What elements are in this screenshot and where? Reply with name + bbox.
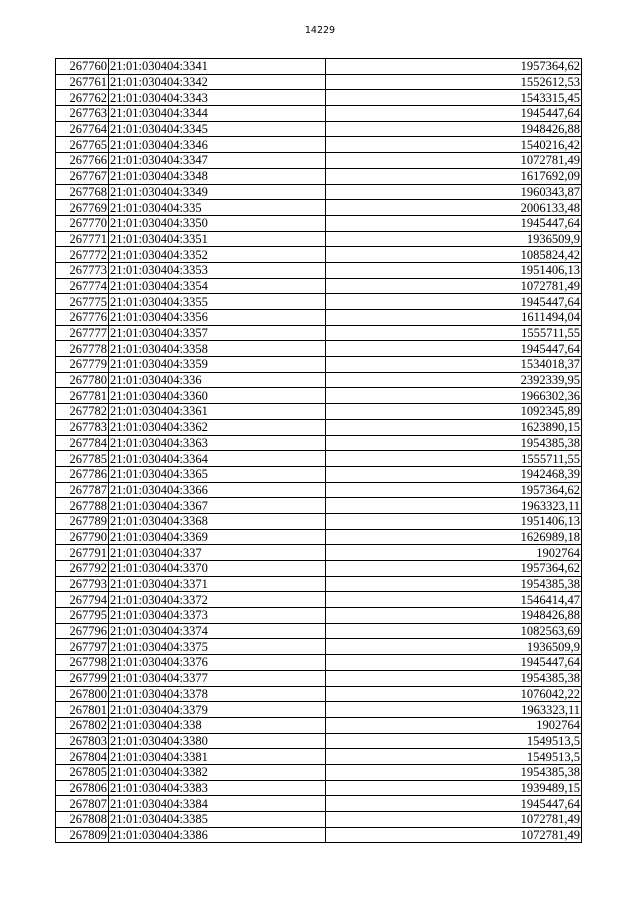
table-row (56, 812, 582, 828)
cadastral-number-cell: 21:01:030404:3355 (109, 294, 326, 310)
value-cell: 1945447,64 (326, 294, 582, 310)
value-cell: 1945447,64 (326, 796, 582, 812)
row-number-cell: 267772 (56, 247, 109, 263)
table-row (56, 404, 582, 420)
row-number-cell: 267809 (56, 827, 109, 843)
cadastral-number-cell: 21:01:030404:3383 (109, 780, 326, 796)
table-row (56, 466, 582, 482)
cadastral-number-cell: 21:01:030404:3367 (109, 498, 326, 514)
row-number-cell: 267805 (56, 764, 109, 780)
cadastral-number-cell: 21:01:030404:3375 (109, 639, 326, 655)
row-number-cell: 267775 (56, 294, 109, 310)
cadastral-number-cell: 21:01:030404:3368 (109, 513, 326, 529)
table-row (56, 310, 582, 326)
table-row (56, 59, 582, 75)
row-number-cell: 267800 (56, 686, 109, 702)
table-body (56, 59, 582, 843)
row-number-cell: 267767 (56, 168, 109, 184)
value-cell: 1939489,15 (326, 780, 582, 796)
value-cell: 1555711,55 (326, 451, 582, 467)
cadastral-number-cell: 21:01:030404:3350 (109, 215, 326, 231)
row-number-cell: 267804 (56, 749, 109, 765)
table-row (56, 608, 582, 624)
value-cell: 1957364,62 (326, 561, 582, 577)
cadastral-number-cell: 21:01:030404:3385 (109, 812, 326, 828)
row-number-cell: 267764 (56, 121, 109, 137)
value-cell: 1945447,64 (326, 215, 582, 231)
value-cell: 1611494,04 (326, 310, 582, 326)
value-cell: 1092345,89 (326, 404, 582, 420)
value-cell: 1957364,62 (326, 482, 582, 498)
value-cell: 1549513,5 (326, 733, 582, 749)
cadastral-number-cell: 21:01:030404:3356 (109, 310, 326, 326)
value-cell: 1954385,38 (326, 435, 582, 451)
cadastral-number-cell: 21:01:030404:3379 (109, 702, 326, 718)
cadastral-number-cell: 21:01:030404:336 (109, 372, 326, 388)
table-row (56, 702, 582, 718)
value-cell: 1543315,45 (326, 90, 582, 106)
row-number-cell: 267787 (56, 482, 109, 498)
cadastral-number-cell: 21:01:030404:3344 (109, 106, 326, 122)
cadastral-number-cell: 21:01:030404:3343 (109, 90, 326, 106)
row-number-cell: 267786 (56, 466, 109, 482)
cadastral-number-cell: 21:01:030404:3341 (109, 59, 326, 75)
cadastral-number-cell: 21:01:030404:3376 (109, 655, 326, 671)
cadastral-number-cell: 21:01:030404:3347 (109, 153, 326, 169)
value-cell: 1902764 (326, 717, 582, 733)
table-row (56, 451, 582, 467)
cadastral-number-cell: 21:01:030404:3364 (109, 451, 326, 467)
value-cell: 1945447,64 (326, 655, 582, 671)
value-cell: 1951406,13 (326, 262, 582, 278)
row-number-cell: 267784 (56, 435, 109, 451)
row-number-cell: 267785 (56, 451, 109, 467)
value-cell: 1954385,38 (326, 670, 582, 686)
row-number-cell: 267792 (56, 561, 109, 577)
cadastral-number-cell: 21:01:030404:3377 (109, 670, 326, 686)
row-number-cell: 267773 (56, 262, 109, 278)
value-cell: 1954385,38 (326, 764, 582, 780)
value-cell: 1552612,53 (326, 74, 582, 90)
row-number-cell: 267763 (56, 106, 109, 122)
value-cell: 1540216,42 (326, 137, 582, 153)
table-row (56, 341, 582, 357)
table-row (56, 576, 582, 592)
cadastral-number-cell: 21:01:030404:3361 (109, 404, 326, 420)
value-cell: 1076042,22 (326, 686, 582, 702)
table-row (56, 200, 582, 216)
cadastral-number-cell: 21:01:030404:3353 (109, 262, 326, 278)
table-row (56, 262, 582, 278)
value-cell: 1085824,42 (326, 247, 582, 263)
cadastral-number-cell: 21:01:030404:3384 (109, 796, 326, 812)
value-cell: 1954385,38 (326, 576, 582, 592)
table-row (56, 655, 582, 671)
value-cell: 1963323,11 (326, 498, 582, 514)
value-cell: 1951406,13 (326, 513, 582, 529)
value-cell: 1960343,87 (326, 184, 582, 200)
table-row (56, 796, 582, 812)
cadastral-number-cell: 21:01:030404:3370 (109, 561, 326, 577)
value-cell: 1626989,18 (326, 529, 582, 545)
value-cell: 1549513,5 (326, 749, 582, 765)
cadastral-number-cell: 21:01:030404:337 (109, 545, 326, 561)
table-row (56, 435, 582, 451)
cadastral-number-cell: 21:01:030404:3357 (109, 325, 326, 341)
table-row (56, 733, 582, 749)
value-cell: 1957364,62 (326, 59, 582, 75)
row-number-cell: 267796 (56, 623, 109, 639)
cadastral-number-cell: 21:01:030404:3381 (109, 749, 326, 765)
cadastral-number-cell: 21:01:030404:3348 (109, 168, 326, 184)
row-number-cell: 267781 (56, 388, 109, 404)
value-cell: 1555711,55 (326, 325, 582, 341)
table-row (56, 670, 582, 686)
table-row (56, 639, 582, 655)
table-row (56, 686, 582, 702)
table-row (56, 561, 582, 577)
row-number-cell: 267794 (56, 592, 109, 608)
row-number-cell: 267798 (56, 655, 109, 671)
cadastral-number-cell: 21:01:030404:3371 (109, 576, 326, 592)
value-cell: 1963323,11 (326, 702, 582, 718)
table-row (56, 780, 582, 796)
table-row (56, 419, 582, 435)
table-row (56, 137, 582, 153)
row-number-cell: 267774 (56, 278, 109, 294)
cadastral-number-cell: 21:01:030404:3380 (109, 733, 326, 749)
value-cell: 1072781,49 (326, 812, 582, 828)
table-row (56, 231, 582, 247)
row-number-cell: 267779 (56, 357, 109, 373)
cadastral-number-cell: 21:01:030404:3382 (109, 764, 326, 780)
row-number-cell: 267790 (56, 529, 109, 545)
table-row (56, 529, 582, 545)
row-number-cell: 267765 (56, 137, 109, 153)
value-cell: 1945447,64 (326, 341, 582, 357)
row-number-cell: 267776 (56, 310, 109, 326)
value-cell: 1072781,49 (326, 278, 582, 294)
row-number-cell: 267789 (56, 513, 109, 529)
cadastral-number-cell: 21:01:030404:3358 (109, 341, 326, 357)
value-cell: 2392339,95 (326, 372, 582, 388)
table-row (56, 623, 582, 639)
row-number-cell: 267791 (56, 545, 109, 561)
value-cell: 1936509,9 (326, 639, 582, 655)
table-row (56, 827, 582, 843)
row-number-cell: 267793 (56, 576, 109, 592)
table-row (56, 592, 582, 608)
table-row (56, 90, 582, 106)
cadastral-number-cell: 21:01:030404:3386 (109, 827, 326, 843)
row-number-cell: 267782 (56, 404, 109, 420)
row-number-cell: 267769 (56, 200, 109, 216)
table-row (56, 153, 582, 169)
cadastral-number-cell: 21:01:030404:3351 (109, 231, 326, 247)
cadastral-number-cell: 21:01:030404:335 (109, 200, 326, 216)
value-cell: 1948426,88 (326, 608, 582, 624)
cadastral-number-cell: 21:01:030404:3366 (109, 482, 326, 498)
row-number-cell: 267788 (56, 498, 109, 514)
row-number-cell: 267797 (56, 639, 109, 655)
value-cell: 1072781,49 (326, 153, 582, 169)
table-row (56, 749, 582, 765)
table-row (56, 717, 582, 733)
table-row (56, 513, 582, 529)
page-number: 14229 (304, 25, 336, 36)
row-number-cell: 267778 (56, 341, 109, 357)
cadastral-number-cell: 21:01:030404:3345 (109, 121, 326, 137)
table-row (56, 764, 582, 780)
value-cell: 1948426,88 (326, 121, 582, 137)
table-row (56, 215, 582, 231)
table-row (56, 357, 582, 373)
cadastral-number-cell: 21:01:030404:3360 (109, 388, 326, 404)
table-row (56, 74, 582, 90)
cadastral-number-cell: 21:01:030404:3363 (109, 435, 326, 451)
data-table (55, 58, 582, 843)
row-number-cell: 267771 (56, 231, 109, 247)
value-cell: 1623890,15 (326, 419, 582, 435)
table-row (56, 482, 582, 498)
row-number-cell: 267783 (56, 419, 109, 435)
table-row (56, 278, 582, 294)
value-cell: 1617692,09 (326, 168, 582, 184)
value-cell: 1942468,39 (326, 466, 582, 482)
table-row (56, 545, 582, 561)
cadastral-number-cell: 21:01:030404:3342 (109, 74, 326, 90)
cadastral-number-cell: 21:01:030404:3352 (109, 247, 326, 263)
row-number-cell: 267801 (56, 702, 109, 718)
table-row (56, 247, 582, 263)
value-cell: 1534018,37 (326, 357, 582, 373)
cadastral-number-cell: 21:01:030404:3362 (109, 419, 326, 435)
cadastral-number-cell: 21:01:030404:3365 (109, 466, 326, 482)
row-number-cell: 267770 (56, 215, 109, 231)
value-cell: 1945447,64 (326, 106, 582, 122)
value-cell: 1936509,9 (326, 231, 582, 247)
table-row (56, 294, 582, 310)
row-number-cell: 267806 (56, 780, 109, 796)
value-cell: 1902764 (326, 545, 582, 561)
cadastral-number-cell: 21:01:030404:3369 (109, 529, 326, 545)
row-number-cell: 267795 (56, 608, 109, 624)
cadastral-number-cell: 21:01:030404:3354 (109, 278, 326, 294)
row-number-cell: 267768 (56, 184, 109, 200)
row-number-cell: 267807 (56, 796, 109, 812)
cadastral-number-cell: 21:01:030404:3373 (109, 608, 326, 624)
row-number-cell: 267802 (56, 717, 109, 733)
table-row (56, 121, 582, 137)
cadastral-number-cell: 21:01:030404:3378 (109, 686, 326, 702)
value-cell: 1082563,69 (326, 623, 582, 639)
value-cell: 1072781,49 (326, 827, 582, 843)
value-cell: 1546414,47 (326, 592, 582, 608)
value-cell: 2006133,48 (326, 200, 582, 216)
cadastral-number-cell: 21:01:030404:3346 (109, 137, 326, 153)
row-number-cell: 267803 (56, 733, 109, 749)
table-row (56, 168, 582, 184)
cadastral-number-cell: 21:01:030404:338 (109, 717, 326, 733)
table-row (56, 498, 582, 514)
cadastral-number-cell: 21:01:030404:3359 (109, 357, 326, 373)
row-number-cell: 267766 (56, 153, 109, 169)
table-row (56, 325, 582, 341)
cadastral-number-cell: 21:01:030404:3372 (109, 592, 326, 608)
table-row (56, 372, 582, 388)
cadastral-number-cell: 21:01:030404:3349 (109, 184, 326, 200)
table-row (56, 106, 582, 122)
row-number-cell: 267777 (56, 325, 109, 341)
row-number-cell: 267799 (56, 670, 109, 686)
row-number-cell: 267808 (56, 812, 109, 828)
table-row (56, 184, 582, 200)
row-number-cell: 267761 (56, 74, 109, 90)
cadastral-number-cell: 21:01:030404:3374 (109, 623, 326, 639)
row-number-cell: 267760 (56, 59, 109, 75)
row-number-cell: 267762 (56, 90, 109, 106)
row-number-cell: 267780 (56, 372, 109, 388)
value-cell: 1966302,36 (326, 388, 582, 404)
table-row (56, 388, 582, 404)
